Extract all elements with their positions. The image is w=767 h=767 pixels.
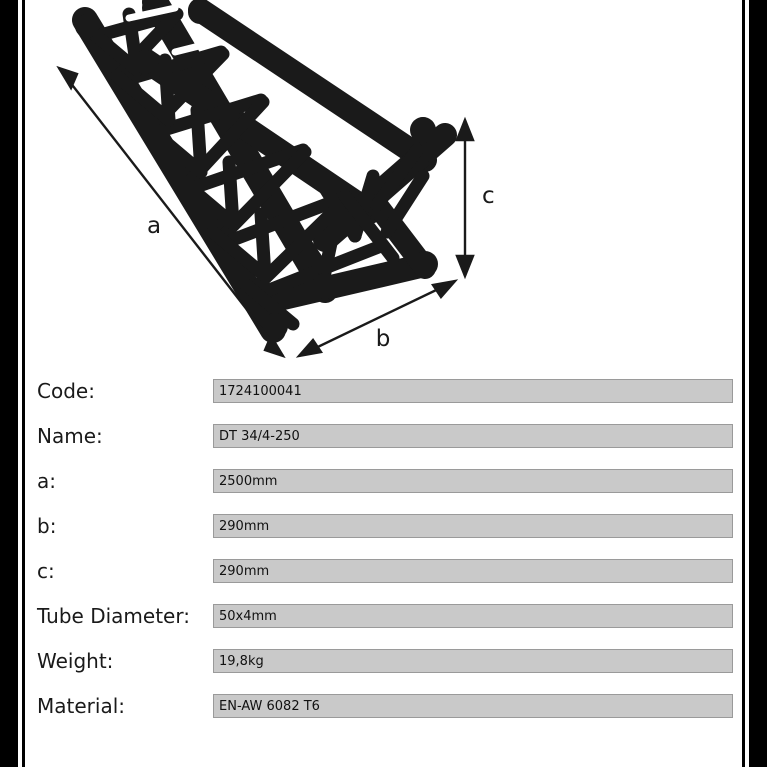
spec-value-weight[interactable]: 19,8kg bbox=[213, 649, 733, 673]
spec-label-a: a: bbox=[37, 468, 56, 493]
spec-row-c bbox=[33, 548, 733, 593]
dimension-label-a: a bbox=[146, 213, 162, 239]
page-inner-rule-right bbox=[742, 0, 745, 767]
dimension-label-c: c bbox=[482, 183, 495, 209]
spec-label-c: c: bbox=[37, 558, 55, 583]
spec-label-weight: Weight: bbox=[37, 648, 114, 673]
page-border-right bbox=[749, 0, 767, 767]
spec-value-code[interactable]: 1724100041 bbox=[213, 379, 733, 403]
spec-row-tube-diameter bbox=[33, 593, 733, 638]
spec-value-material[interactable]: EN-AW 6082 T6 bbox=[213, 694, 733, 718]
spec-value-tube-diameter[interactable]: 50x4mm bbox=[213, 604, 733, 628]
dimension-arrow-c bbox=[457, 120, 473, 276]
spec-label-material: Material: bbox=[37, 693, 125, 718]
spec-row-code bbox=[33, 368, 733, 413]
spec-label-tube-diameter: Tube Diameter: bbox=[37, 603, 190, 628]
spec-row-name bbox=[33, 413, 733, 458]
truss-figure bbox=[25, 0, 742, 368]
spec-label-name: Name: bbox=[37, 423, 103, 448]
spec-value-a[interactable]: 2500mm bbox=[213, 469, 733, 493]
spec-value-name[interactable]: DT 34/4-250 bbox=[213, 424, 733, 448]
spec-table bbox=[33, 368, 733, 728]
spec-value-c[interactable]: 290mm bbox=[213, 559, 733, 583]
page-border-left bbox=[0, 0, 18, 767]
spec-row-weight bbox=[33, 638, 733, 683]
page-content bbox=[25, 0, 742, 767]
dimension-label-b: b bbox=[375, 326, 391, 352]
spec-row-material bbox=[33, 683, 733, 728]
spec-row-a bbox=[33, 458, 733, 503]
spec-label-b: b: bbox=[37, 513, 57, 538]
spec-value-b[interactable]: 290mm bbox=[213, 514, 733, 538]
spec-label-code: Code: bbox=[37, 378, 95, 403]
spec-row-b bbox=[33, 503, 733, 548]
truss-illustration bbox=[75, 0, 445, 339]
